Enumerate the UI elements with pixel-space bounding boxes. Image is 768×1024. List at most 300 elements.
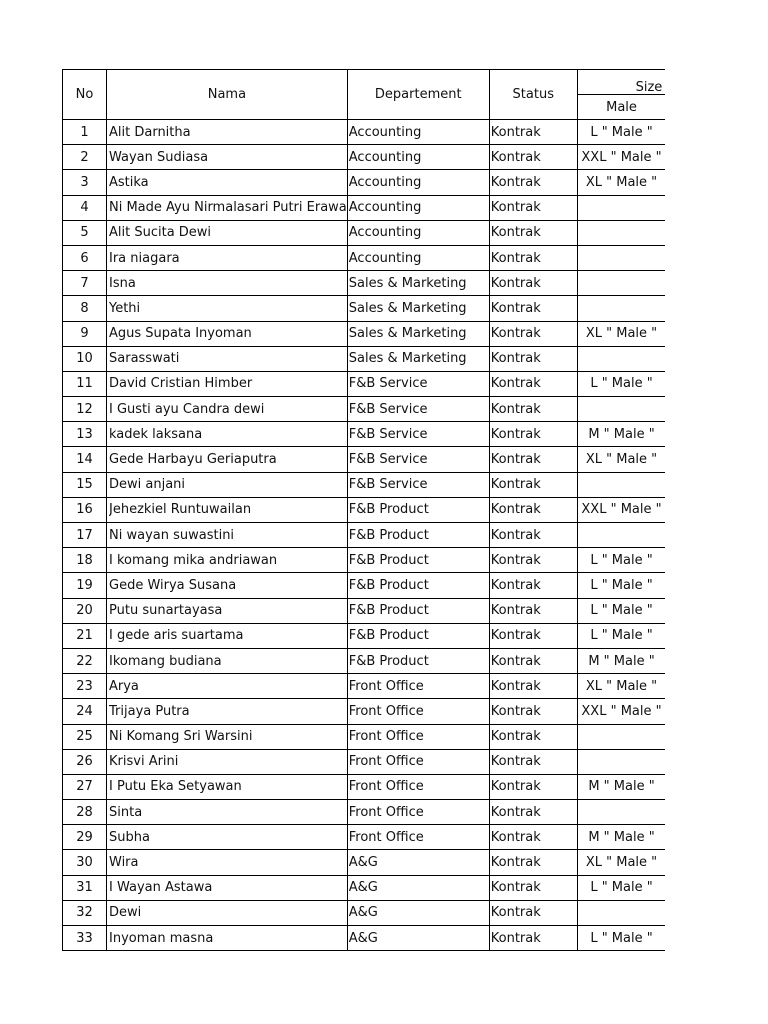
cell-departement-text: F&B Product xyxy=(348,629,429,643)
table-row xyxy=(63,346,666,371)
cell-nama xyxy=(107,548,348,573)
cell-departement-text: F&B Service xyxy=(348,453,428,467)
cell-size xyxy=(577,472,665,497)
cell-nama-text: Gede Wirya Susana xyxy=(109,578,237,592)
cell-status-text: Kontrak xyxy=(490,654,541,668)
table-row xyxy=(63,497,666,522)
cell-no-text: 31 xyxy=(76,881,93,895)
cell-size-text: XXL " Male " xyxy=(581,150,662,164)
cell-status xyxy=(489,321,577,346)
cell-nama xyxy=(107,195,348,220)
cell-nama xyxy=(107,900,348,925)
cell-nama-text: I gede aris suartama xyxy=(109,629,244,643)
cell-status-text: Kontrak xyxy=(490,881,541,895)
cell-no-text: 18 xyxy=(76,553,93,567)
header-no: No xyxy=(63,70,107,120)
cell-nama-text: Subha xyxy=(109,830,150,844)
cell-departement xyxy=(347,371,489,396)
cell-departement-text: F&B Service xyxy=(348,427,428,441)
cell-departement xyxy=(347,699,489,724)
cell-nama-text: Agus Supata Inyoman xyxy=(109,327,252,341)
cell-no-text: 23 xyxy=(76,679,93,693)
cell-departement xyxy=(347,749,489,774)
cell-status xyxy=(489,170,577,195)
cell-departement xyxy=(347,674,489,699)
cell-no xyxy=(63,674,107,699)
cell-size-text: M " Male " xyxy=(588,780,655,794)
cell-size-text: XL " Male " xyxy=(585,175,658,189)
cell-departement xyxy=(347,220,489,245)
table-row xyxy=(63,800,666,825)
cell-no-text: 10 xyxy=(76,352,93,366)
cell-status xyxy=(489,926,577,951)
cell-no-text: 6 xyxy=(80,251,89,265)
cell-nama-text: Ira niagara xyxy=(109,251,180,265)
cell-nama xyxy=(107,497,348,522)
cell-nama-text: David Cristian Himber xyxy=(109,377,253,391)
cell-departement-text: Front Office xyxy=(348,679,424,693)
cell-no xyxy=(63,900,107,925)
cell-departement-text: F&B Product xyxy=(348,528,429,542)
table-row xyxy=(63,699,666,724)
cell-status xyxy=(489,573,577,598)
cell-status-text: Kontrak xyxy=(490,427,541,441)
cell-status xyxy=(489,397,577,422)
cell-departement-text: A&G xyxy=(348,931,378,945)
table-row xyxy=(63,220,666,245)
cell-status xyxy=(489,900,577,925)
cell-nama-text: Dewi xyxy=(109,906,142,920)
cell-status xyxy=(489,220,577,245)
cell-nama xyxy=(107,371,348,396)
cell-no-text: 14 xyxy=(76,453,93,467)
cell-departement xyxy=(347,573,489,598)
cell-status-text: Kontrak xyxy=(490,503,541,517)
cell-no-text: 19 xyxy=(76,578,93,592)
cell-nama-text: Ikomang budiana xyxy=(109,654,222,668)
cell-departement xyxy=(347,296,489,321)
cell-status-text: Kontrak xyxy=(490,226,541,240)
cell-status-text: Kontrak xyxy=(490,578,541,592)
table-row xyxy=(63,850,666,875)
cell-nama-text: Gede Harbayu Geriaputra xyxy=(109,453,277,467)
cell-no-text: 16 xyxy=(76,503,93,517)
cell-departement xyxy=(347,875,489,900)
cell-status-text: Kontrak xyxy=(490,301,541,315)
cell-size xyxy=(577,371,665,396)
cell-status xyxy=(489,548,577,573)
cell-nama-text: Wira xyxy=(109,856,139,870)
cell-no xyxy=(63,245,107,270)
cell-departement xyxy=(347,648,489,673)
cell-no-text: 27 xyxy=(76,780,93,794)
cell-status-text: Kontrak xyxy=(490,125,541,139)
table-row xyxy=(63,623,666,648)
table-row xyxy=(63,271,666,296)
cell-size xyxy=(577,749,665,774)
cell-departement-text: F&B Product xyxy=(348,578,429,592)
cell-size xyxy=(577,422,665,447)
table-row xyxy=(63,573,666,598)
cell-status xyxy=(489,472,577,497)
cell-size-text: L " Male " xyxy=(590,604,653,618)
cell-departement-text: Front Office xyxy=(348,830,424,844)
cell-departement xyxy=(347,724,489,749)
cell-status-text: Kontrak xyxy=(490,856,541,870)
header-size: Size xyxy=(577,70,665,95)
cell-no-text: 28 xyxy=(76,805,93,819)
table-row xyxy=(63,397,666,422)
cell-nama xyxy=(107,397,348,422)
cell-departement xyxy=(347,245,489,270)
cell-size xyxy=(577,321,665,346)
cell-departement xyxy=(347,346,489,371)
cell-no xyxy=(63,447,107,472)
table-row xyxy=(63,170,666,195)
cell-departement xyxy=(347,447,489,472)
table-row xyxy=(63,674,666,699)
cell-status xyxy=(489,598,577,623)
cell-no-text: 4 xyxy=(80,201,89,215)
cell-size-text: XXL " Male " xyxy=(581,503,662,517)
cell-status xyxy=(489,271,577,296)
cell-departement-text: F&B Product xyxy=(348,553,429,567)
cell-departement-text: A&G xyxy=(348,856,378,870)
table-row xyxy=(63,749,666,774)
cell-no-text: 33 xyxy=(76,931,93,945)
cell-status xyxy=(489,371,577,396)
cell-no-text: 1 xyxy=(80,125,89,139)
cell-no xyxy=(63,120,107,145)
cell-no-text: 9 xyxy=(80,327,89,341)
cell-departement-text: Sales & Marketing xyxy=(348,301,467,315)
cell-nama xyxy=(107,800,348,825)
table-row xyxy=(63,825,666,850)
cell-departement xyxy=(347,497,489,522)
cell-departement xyxy=(347,170,489,195)
cell-size xyxy=(577,926,665,951)
cell-size xyxy=(577,800,665,825)
table-row xyxy=(63,900,666,925)
cell-no xyxy=(63,397,107,422)
cell-size-text: L " Male " xyxy=(590,578,653,592)
cell-departement-text: Sales & Marketing xyxy=(348,276,467,290)
cell-departement-text: F&B Service xyxy=(348,478,428,492)
cell-nama-text: Krisvi Arini xyxy=(109,755,179,769)
cell-nama-text: Trijaya Putra xyxy=(109,704,190,718)
cell-departement-text: Accounting xyxy=(348,251,422,265)
cell-departement xyxy=(347,623,489,648)
cell-departement-text: Accounting xyxy=(348,201,422,215)
table-row xyxy=(63,926,666,951)
cell-status-text: Kontrak xyxy=(490,175,541,189)
cell-departement-text: A&G xyxy=(348,906,378,920)
cell-no xyxy=(63,472,107,497)
cell-departement-text: Sales & Marketing xyxy=(348,352,467,366)
cell-status xyxy=(489,145,577,170)
cell-status-text: Kontrak xyxy=(490,327,541,341)
cell-size-text: M " Male " xyxy=(588,654,655,668)
cell-status xyxy=(489,724,577,749)
cell-no xyxy=(63,850,107,875)
cell-departement xyxy=(347,900,489,925)
cell-status xyxy=(489,422,577,447)
cell-status xyxy=(489,523,577,548)
table-row xyxy=(63,371,666,396)
cell-nama-text: Yethi xyxy=(109,301,141,315)
cell-status-text: Kontrak xyxy=(490,352,541,366)
cell-departement xyxy=(347,321,489,346)
cell-size-text: L " Male " xyxy=(590,931,653,945)
cell-nama-text: I Gusti ayu Candra dewi xyxy=(109,402,265,416)
cell-departement-text: Front Office xyxy=(348,730,424,744)
cell-status-text: Kontrak xyxy=(490,478,541,492)
cell-departement xyxy=(347,825,489,850)
cell-no xyxy=(63,623,107,648)
cell-size xyxy=(577,195,665,220)
cell-no-text: 26 xyxy=(76,755,93,769)
cell-size xyxy=(577,120,665,145)
cell-no xyxy=(63,321,107,346)
cell-size xyxy=(577,271,665,296)
cell-size xyxy=(577,573,665,598)
cell-status xyxy=(489,875,577,900)
cell-nama xyxy=(107,447,348,472)
cell-nama-text: Dewi anjani xyxy=(109,478,186,492)
cell-size xyxy=(577,145,665,170)
cell-no-text: 8 xyxy=(80,301,89,315)
cell-departement xyxy=(347,271,489,296)
cell-size xyxy=(577,674,665,699)
table-row xyxy=(63,875,666,900)
cell-size xyxy=(577,648,665,673)
cell-no-text: 22 xyxy=(76,654,93,668)
cell-status-text: Kontrak xyxy=(490,528,541,542)
cell-nama-text: Ni Made Ayu Nirmalasari Putri Erawa xyxy=(109,201,347,215)
cell-nama xyxy=(107,749,348,774)
cell-no-text: 3 xyxy=(80,175,89,189)
cell-size xyxy=(577,346,665,371)
cell-size xyxy=(577,598,665,623)
header-nama: Nama xyxy=(107,70,348,120)
cell-size-text: XXL " Male " xyxy=(581,704,662,718)
header-row xyxy=(63,70,666,95)
table-body xyxy=(63,120,666,951)
cell-size xyxy=(577,497,665,522)
cell-no-text: 12 xyxy=(76,402,93,416)
cell-departement xyxy=(347,926,489,951)
cell-nama xyxy=(107,296,348,321)
cell-no xyxy=(63,875,107,900)
cell-nama-text: Ni wayan suwastini xyxy=(109,528,235,542)
cell-nama xyxy=(107,598,348,623)
cell-no-text: 29 xyxy=(76,830,93,844)
cell-status-text: Kontrak xyxy=(490,553,541,567)
cell-departement xyxy=(347,523,489,548)
cell-status xyxy=(489,447,577,472)
cell-departement-text: Front Office xyxy=(348,704,424,718)
cell-no xyxy=(63,724,107,749)
cell-size xyxy=(577,850,665,875)
cell-size xyxy=(577,548,665,573)
cell-departement xyxy=(347,774,489,799)
cell-no-text: 24 xyxy=(76,704,93,718)
cell-no xyxy=(63,825,107,850)
cell-size xyxy=(577,245,665,270)
cell-no-text: 17 xyxy=(76,528,93,542)
cell-no xyxy=(63,800,107,825)
cell-no-text: 2 xyxy=(80,150,89,164)
cell-status xyxy=(489,245,577,270)
cell-no-text: 21 xyxy=(76,629,93,643)
cell-status xyxy=(489,497,577,522)
cell-status xyxy=(489,699,577,724)
cell-departement-text: F&B Service xyxy=(348,402,428,416)
cell-departement-text: F&B Product xyxy=(348,503,429,517)
cell-no xyxy=(63,170,107,195)
cell-nama xyxy=(107,271,348,296)
cell-nama xyxy=(107,724,348,749)
table-row xyxy=(63,648,666,673)
cell-size xyxy=(577,699,665,724)
cell-no xyxy=(63,926,107,951)
cell-no-text: 13 xyxy=(76,427,93,441)
cell-no xyxy=(63,598,107,623)
cell-nama xyxy=(107,145,348,170)
cell-nama xyxy=(107,170,348,195)
table-row xyxy=(63,296,666,321)
header-status: Status xyxy=(489,70,577,120)
cell-no xyxy=(63,548,107,573)
employee-size-table xyxy=(62,69,665,951)
table-row xyxy=(63,447,666,472)
table-row xyxy=(63,523,666,548)
cell-nama-text: Alit Darnitha xyxy=(109,125,191,139)
cell-departement xyxy=(347,397,489,422)
cell-no-text: 25 xyxy=(76,730,93,744)
cell-nama-text: Jehezkiel Runtuwailan xyxy=(109,503,252,517)
table-row xyxy=(63,472,666,497)
cell-status-text: Kontrak xyxy=(490,931,541,945)
cell-size-text: XL " Male " xyxy=(585,327,658,341)
cell-nama xyxy=(107,245,348,270)
cell-size-text: XL " Male " xyxy=(585,453,658,467)
table-row xyxy=(63,724,666,749)
table-row xyxy=(63,598,666,623)
cell-status xyxy=(489,648,577,673)
cell-no-text: 7 xyxy=(80,276,89,290)
cell-size xyxy=(577,623,665,648)
cell-departement xyxy=(347,548,489,573)
cell-departement-text: Sales & Marketing xyxy=(348,327,467,341)
cell-status-text: Kontrak xyxy=(490,276,541,290)
cell-status xyxy=(489,195,577,220)
cell-status-text: Kontrak xyxy=(490,830,541,844)
cell-size xyxy=(577,774,665,799)
cell-status xyxy=(489,120,577,145)
cell-status xyxy=(489,674,577,699)
cell-no-text: 20 xyxy=(76,604,93,618)
cell-size-text: M " Male " xyxy=(588,830,655,844)
cell-nama-text: I komang mika andriawan xyxy=(109,553,278,567)
table-row xyxy=(63,195,666,220)
cell-no xyxy=(63,523,107,548)
cell-nama xyxy=(107,674,348,699)
cell-status-text: Kontrak xyxy=(490,453,541,467)
cell-nama-text: I Putu Eka Setyawan xyxy=(109,780,242,794)
cell-nama xyxy=(107,573,348,598)
cell-no-text: 11 xyxy=(76,377,93,391)
table-row xyxy=(63,321,666,346)
cell-departement-text: Accounting xyxy=(348,175,422,189)
cell-nama-text: Sinta xyxy=(109,805,143,819)
cell-no xyxy=(63,346,107,371)
cell-no xyxy=(63,699,107,724)
cell-status-text: Kontrak xyxy=(490,755,541,769)
cell-no xyxy=(63,497,107,522)
cell-size xyxy=(577,900,665,925)
cell-departement xyxy=(347,145,489,170)
cell-departement-text: Front Office xyxy=(348,755,424,769)
cell-size-text: L " Male " xyxy=(590,553,653,567)
cell-status xyxy=(489,774,577,799)
cell-no xyxy=(63,371,107,396)
cell-nama xyxy=(107,321,348,346)
cell-status-text: Kontrak xyxy=(490,704,541,718)
cell-no xyxy=(63,749,107,774)
cell-size-text: XL " Male " xyxy=(585,856,658,870)
cell-nama-text: Inyoman masna xyxy=(109,931,214,945)
cell-size xyxy=(577,724,665,749)
cell-size xyxy=(577,397,665,422)
table-row xyxy=(63,548,666,573)
cell-no xyxy=(63,145,107,170)
cell-no-text: 5 xyxy=(80,226,89,240)
cell-nama xyxy=(107,648,348,673)
cell-status-text: Kontrak xyxy=(490,150,541,164)
cell-nama xyxy=(107,346,348,371)
cell-status-text: Kontrak xyxy=(490,629,541,643)
cell-departement xyxy=(347,598,489,623)
cell-status xyxy=(489,346,577,371)
cell-nama-text: Isna xyxy=(109,276,136,290)
cell-no-text: 15 xyxy=(76,478,93,492)
cell-nama xyxy=(107,926,348,951)
cell-size-text: XL " Male " xyxy=(585,679,658,693)
cell-status xyxy=(489,825,577,850)
table-row xyxy=(63,422,666,447)
cell-departement-text: F&B Service xyxy=(348,377,428,391)
cell-status xyxy=(489,296,577,321)
cell-departement xyxy=(347,120,489,145)
cell-status xyxy=(489,749,577,774)
cell-status xyxy=(489,623,577,648)
cell-departement-text: Accounting xyxy=(348,125,422,139)
cell-nama-text: Alit Sucita Dewi xyxy=(109,226,212,240)
cell-nama-text: kadek laksana xyxy=(109,427,203,441)
cell-no-text: 30 xyxy=(76,856,93,870)
cell-status-text: Kontrak xyxy=(490,377,541,391)
table-row xyxy=(63,120,666,145)
cell-status-text: Kontrak xyxy=(490,730,541,744)
cell-size xyxy=(577,875,665,900)
cell-departement xyxy=(347,195,489,220)
cell-no xyxy=(63,422,107,447)
cell-size xyxy=(577,825,665,850)
cell-size xyxy=(577,296,665,321)
cell-nama-text: Arya xyxy=(109,679,139,693)
cell-departement xyxy=(347,472,489,497)
